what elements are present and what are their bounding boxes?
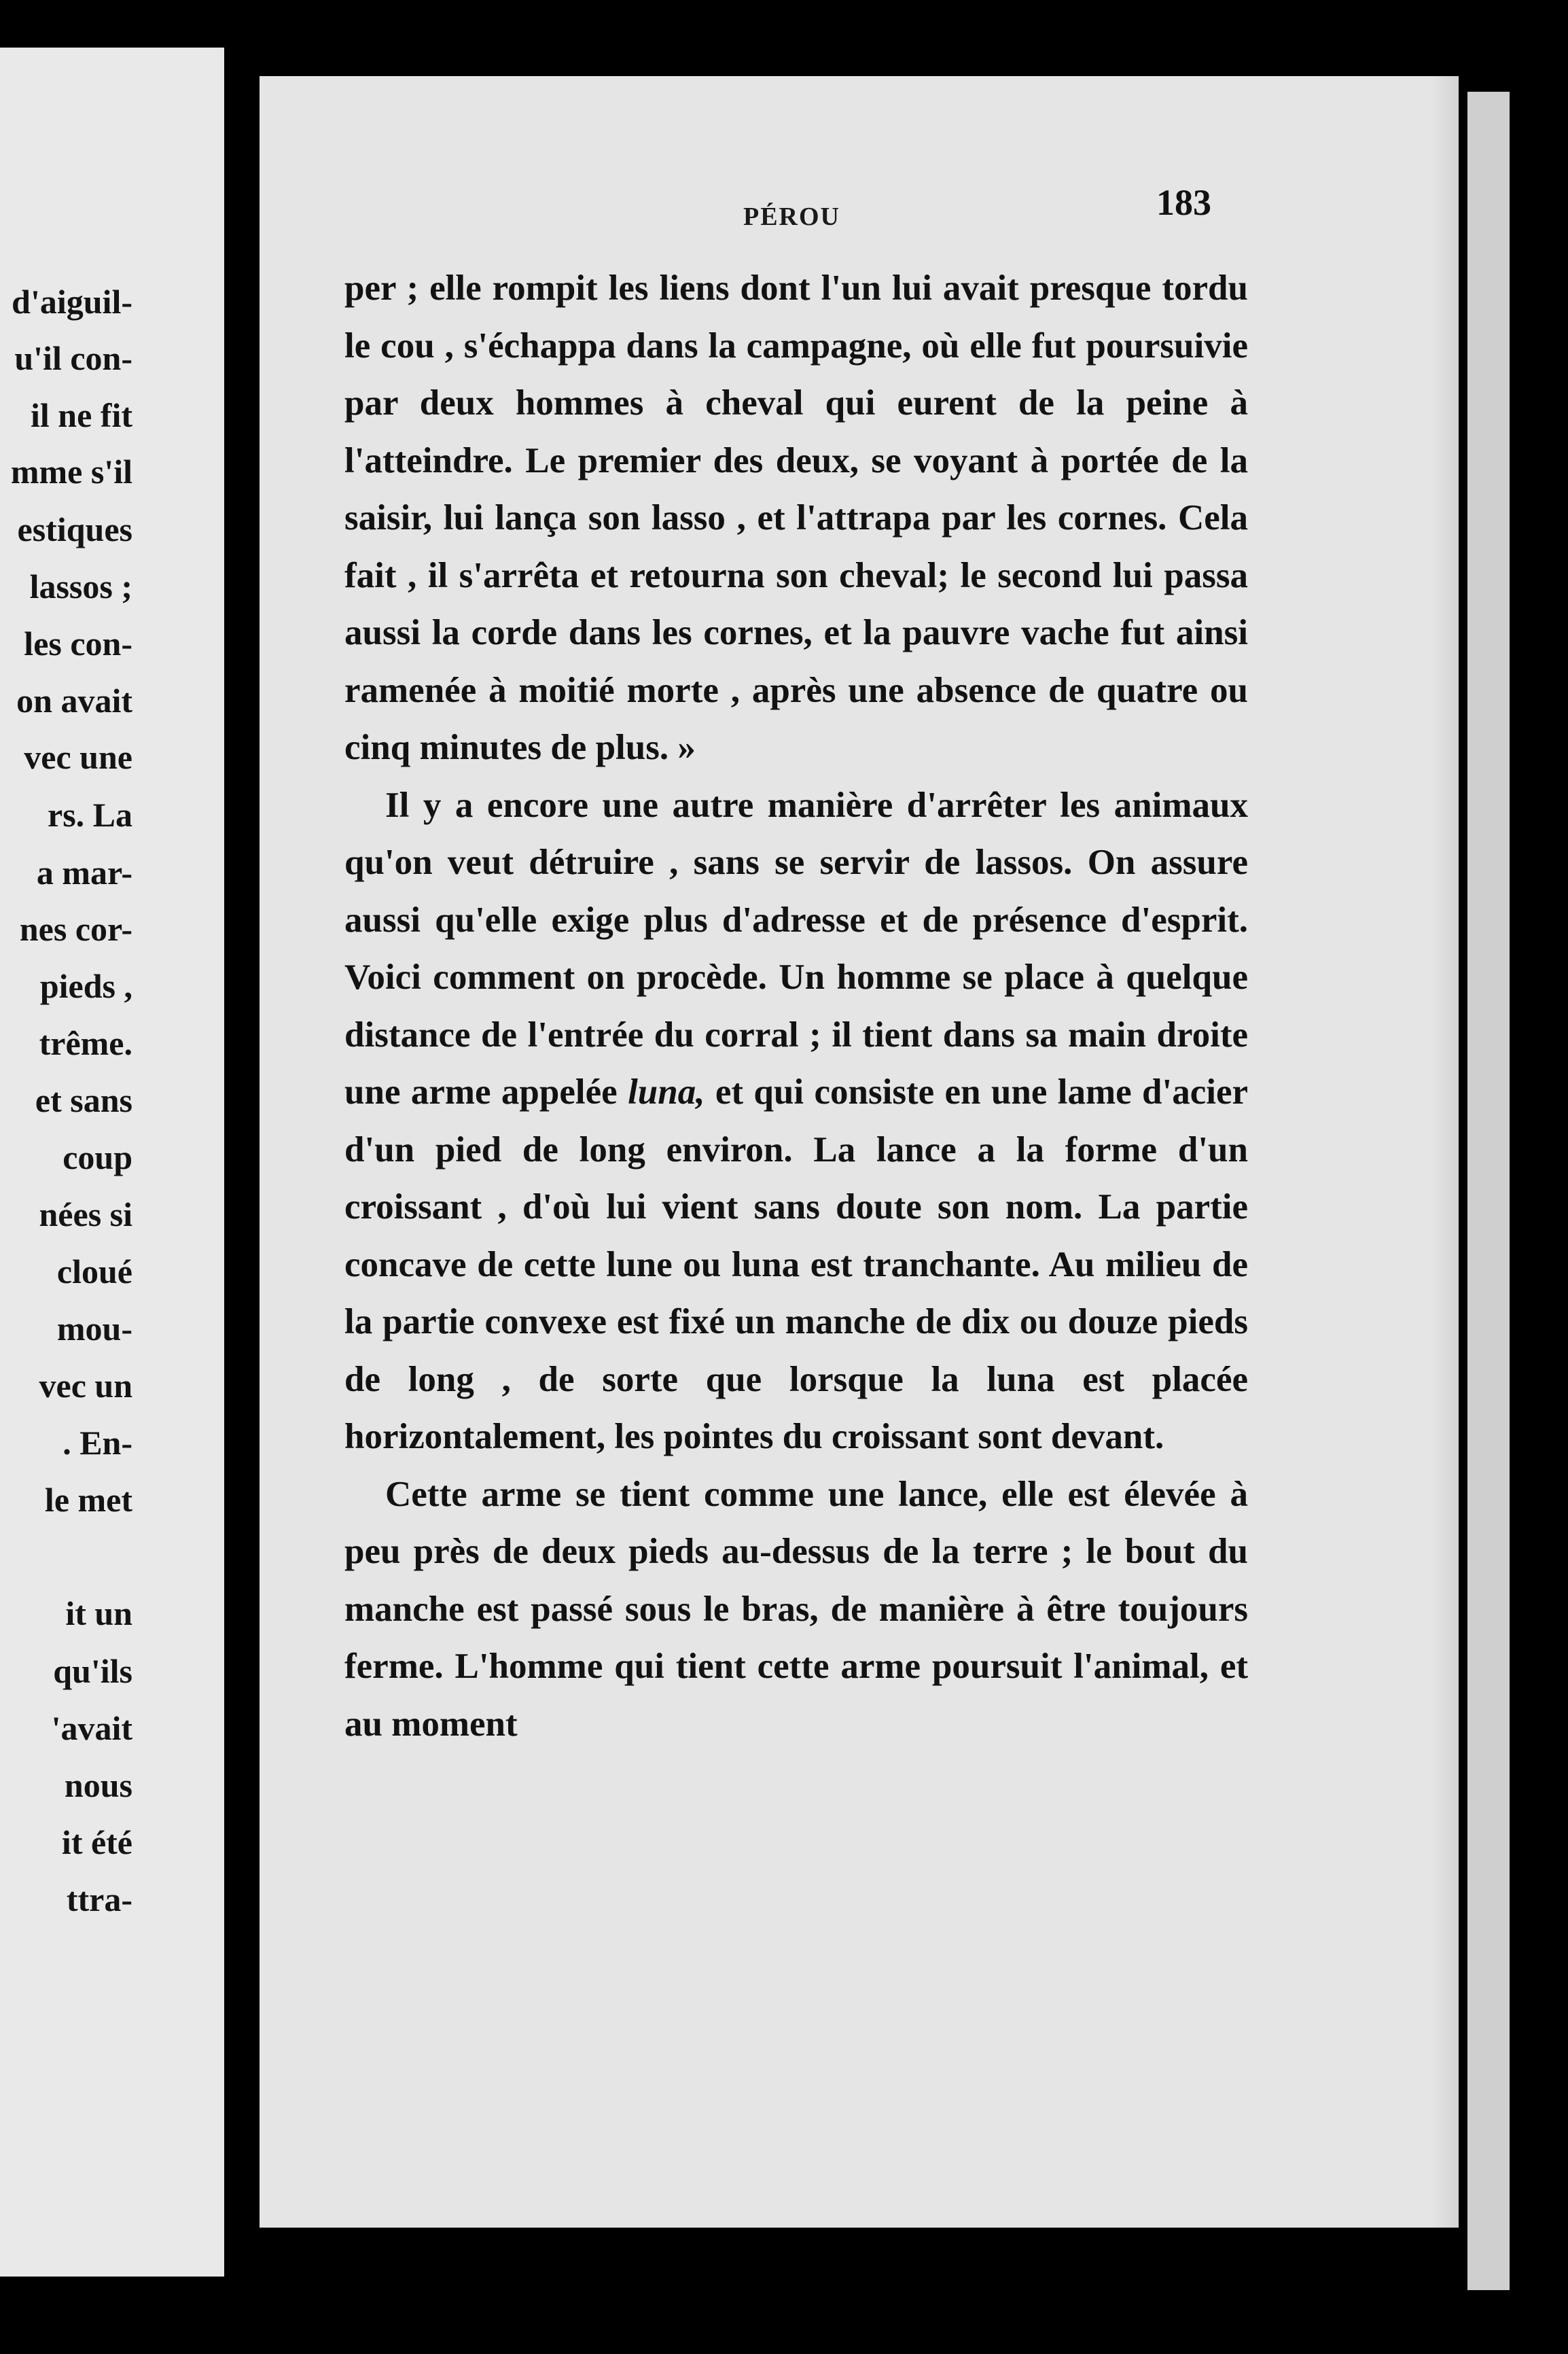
previous-page-line: ttra- bbox=[66, 1880, 132, 1918]
previous-page-line: vec une bbox=[24, 738, 132, 776]
previous-page-line: on avait bbox=[16, 682, 132, 720]
paragraph-1-text: per ; elle rompit les liens dont l'un lui avait presque tordu le cou , s'échappa dans la campagne, où elle fut poursuivie par deux hommes à cheval qui eurent de la peine à l'atteindre. Le premier des deux, se voyant à portée de la saisir, lui lança son lasso , et l'attrapa par les cornes. Cela fait , il s'arrêta et retourna son cheval; le second lui passa aussi la corde dans les cornes, et la pauvre vache fut ainsi ramenée à moitié morte , après une absence de quatre ou cinq minutes de plus. » bbox=[344, 268, 1248, 767]
paragraph-3 bbox=[344, 1466, 1248, 1753]
paragraph-2-text-b: et qui consiste en une lame d'acier d'un pied de long environ. La lance a la forme d'un croissant , d'où lui vient sans doute son nom. La partie concave de cette lune ou luna est tranchante. Au milieu de la partie convexe est fixé un manche de dix ou douze pieds de long , de sorte que lorsque la luna est placée horizontalement, les pointes du croissant sont devant. bbox=[344, 1072, 1248, 1456]
previous-page-line: pieds , bbox=[39, 967, 132, 1005]
previous-page-line: trême. bbox=[39, 1024, 132, 1062]
previous-page-line: 'avait bbox=[51, 1709, 132, 1747]
previous-page-line: d'aiguil- bbox=[12, 283, 132, 321]
previous-page-line: et sans bbox=[35, 1081, 132, 1119]
previous-page-line: u'il con- bbox=[14, 339, 132, 377]
previous-page-line: mou- bbox=[56, 1310, 132, 1348]
previous-page-line: . En- bbox=[63, 1424, 132, 1462]
previous-page-line: qu'ils bbox=[53, 1652, 132, 1690]
book-page bbox=[260, 76, 1459, 2228]
paragraph-2 bbox=[344, 777, 1248, 1466]
previous-page-line: it été bbox=[61, 1823, 132, 1861]
previous-page-line: cloué bbox=[56, 1252, 132, 1290]
paragraph-1 bbox=[344, 260, 1248, 777]
paragraph-2-italic-term: luna, bbox=[628, 1072, 705, 1112]
previous-page-line: rs. La bbox=[48, 796, 132, 834]
previous-page-line: lassos ; bbox=[29, 567, 132, 605]
previous-page-fragment bbox=[0, 48, 224, 2277]
next-leaf-edge bbox=[1467, 92, 1510, 2290]
page-number: 183 bbox=[1156, 182, 1211, 223]
previous-page-line: mme s'il bbox=[10, 453, 132, 491]
page-edge-shadow bbox=[1431, 76, 1459, 2228]
previous-page-line: a mar- bbox=[36, 854, 132, 892]
previous-page-line: nées si bbox=[39, 1195, 132, 1233]
previous-page-line: estiques bbox=[17, 510, 132, 548]
previous-page-line: les con- bbox=[24, 625, 132, 663]
previous-page-line: le met bbox=[44, 1481, 132, 1519]
body-text bbox=[344, 260, 1248, 1753]
previous-page-line: it un bbox=[65, 1594, 132, 1632]
previous-page-line: nes cor- bbox=[19, 910, 132, 948]
previous-page-line: coup bbox=[63, 1138, 132, 1176]
previous-page-line: nous bbox=[64, 1766, 132, 1804]
paragraph-3-text: Cette arme se tient comme une lance, elle est élevée à peu près de deux pieds au-dessus de la terre ; le bout du manche est passé sous le bras, de manière à être toujours ferme. L'homme qui tient cette arme poursuit l'animal, et au moment bbox=[344, 1474, 1248, 1744]
paragraph-2-text-a: Il y a encore une autre manière d'arrêter les animaux qu'on veut détruire , sans se servir de lassos. On assure aussi qu'elle exige plus d'adresse et de présence d'esprit. Voici comment on procède. Un homme se place à quelque distance de l'entrée du corral ; il tient dans sa main droite une arme appelée bbox=[344, 785, 1248, 1112]
running-head: PÉROU bbox=[743, 203, 840, 231]
previous-page-line: vec un bbox=[39, 1367, 132, 1405]
previous-page-line: il ne fit bbox=[31, 396, 132, 434]
